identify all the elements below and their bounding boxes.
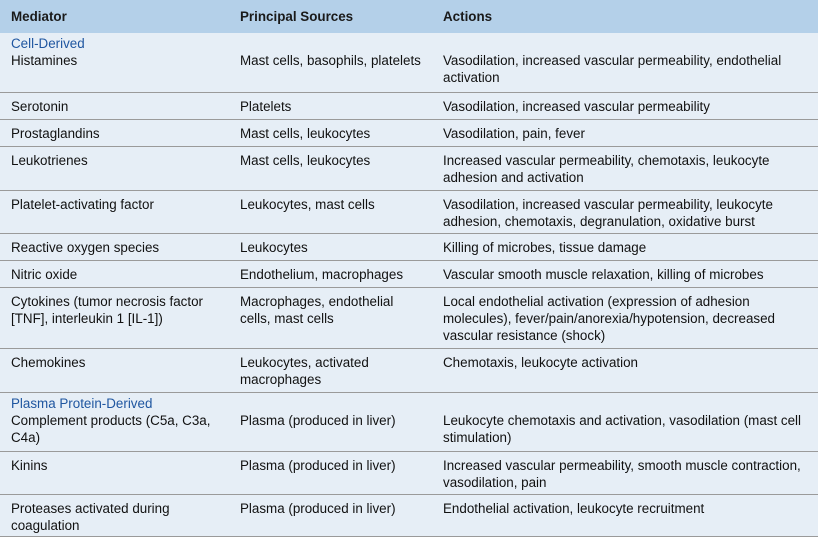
sources-cell: Mast cells, leukocytes <box>229 119 432 146</box>
mediator-cell: Proteases activated during coagulation <box>0 494 229 536</box>
table-row <box>0 190 818 233</box>
header-mediator: Mediator <box>0 0 229 33</box>
actions-cell: Chemotaxis, leukocyte activation <box>432 348 818 392</box>
header-row <box>0 0 818 33</box>
actions-cell: Vascular smooth muscle relaxation, killing of microbes <box>432 260 818 287</box>
mediator-cell: Cytokines (tumor necrosis factor [TNF], interleukin 1 [IL-1]) <box>0 287 229 348</box>
mediator-cell: Leukotrienes <box>0 146 229 190</box>
table-row <box>0 494 818 536</box>
mediator-cell: Cell-Derived Histamines <box>0 33 229 92</box>
table-row <box>0 287 818 348</box>
sources-cell: Macrophages, endothelial cells, mast cells <box>229 287 432 348</box>
sources-cell: Platelets <box>229 92 432 119</box>
table-row <box>0 146 818 190</box>
sources-cell: Mast cells, leukocytes <box>229 146 432 190</box>
mediator-cell: Chemokines <box>0 348 229 392</box>
actions-cell: Vasodilation, increased vascular permeability, leukocyte adhesion, chemotaxis, degranulation, oxidative burst <box>432 190 818 233</box>
mediator-cell: Reactive oxygen species <box>0 233 229 260</box>
actions-cell: Vasodilation, pain, fever <box>432 119 818 146</box>
table-row <box>0 348 818 392</box>
sources-cell: Plasma (produced in liver) <box>229 451 432 494</box>
table-row <box>0 119 818 146</box>
table-row <box>0 260 818 287</box>
table-row <box>0 233 818 260</box>
actions-cell: Increased vascular permeability, chemotaxis, leukocyte adhesion and activation <box>432 146 818 190</box>
actions-cell: Killing of microbes, tissue damage <box>432 233 818 260</box>
mediator-cell: Nitric oxide <box>0 260 229 287</box>
actions-cell: Leukocyte chemotaxis and activation, vasodilation (mast cell stimulation) <box>432 392 818 451</box>
actions-cell: Endothelial activation, leukocyte recruitment <box>432 494 818 536</box>
sources-cell: Mast cells, basophils, platelets <box>229 33 432 92</box>
actions-cell: Vasodilation, increased vascular permeability, endothelial activation <box>432 33 818 92</box>
section-heading: Plasma Protein-Derived <box>11 395 153 411</box>
mediator-cell: Prostaglandins <box>0 119 229 146</box>
sources-cell: Plasma (produced in liver) <box>229 494 432 536</box>
sources-cell: Endothelium, macrophages <box>229 260 432 287</box>
sources-cell: Plasma (produced in liver) <box>229 392 432 451</box>
table-row <box>0 92 818 119</box>
sources-cell: Leukocytes, mast cells <box>229 190 432 233</box>
actions-cell: Vasodilation, increased vascular permeability <box>432 92 818 119</box>
header-sources: Principal Sources <box>229 0 432 33</box>
mediator-cell: Serotonin <box>0 92 229 119</box>
table-row <box>0 33 818 92</box>
sources-cell: Leukocytes <box>229 233 432 260</box>
mediator-cell: Platelet-activating factor <box>0 190 229 233</box>
sources-cell: Leukocytes, activated macrophages <box>229 348 432 392</box>
header-actions: Actions <box>432 0 818 33</box>
mediator-cell: Plasma Protein-Derived Complement products (C5a, C3a, C4a) <box>0 392 229 451</box>
table-row <box>0 451 818 494</box>
section-heading: Cell-Derived <box>11 36 85 51</box>
actions-cell: Local endothelial activation (expression of adhesion molecules), fever/pain/anorexia/hypotension, decreased vascular resistance (shock) <box>432 287 818 348</box>
mediator-cell: Kinins <box>0 451 229 494</box>
table-row <box>0 392 818 451</box>
actions-cell: Increased vascular permeability, smooth muscle contraction, vasodilation, pain <box>432 451 818 494</box>
